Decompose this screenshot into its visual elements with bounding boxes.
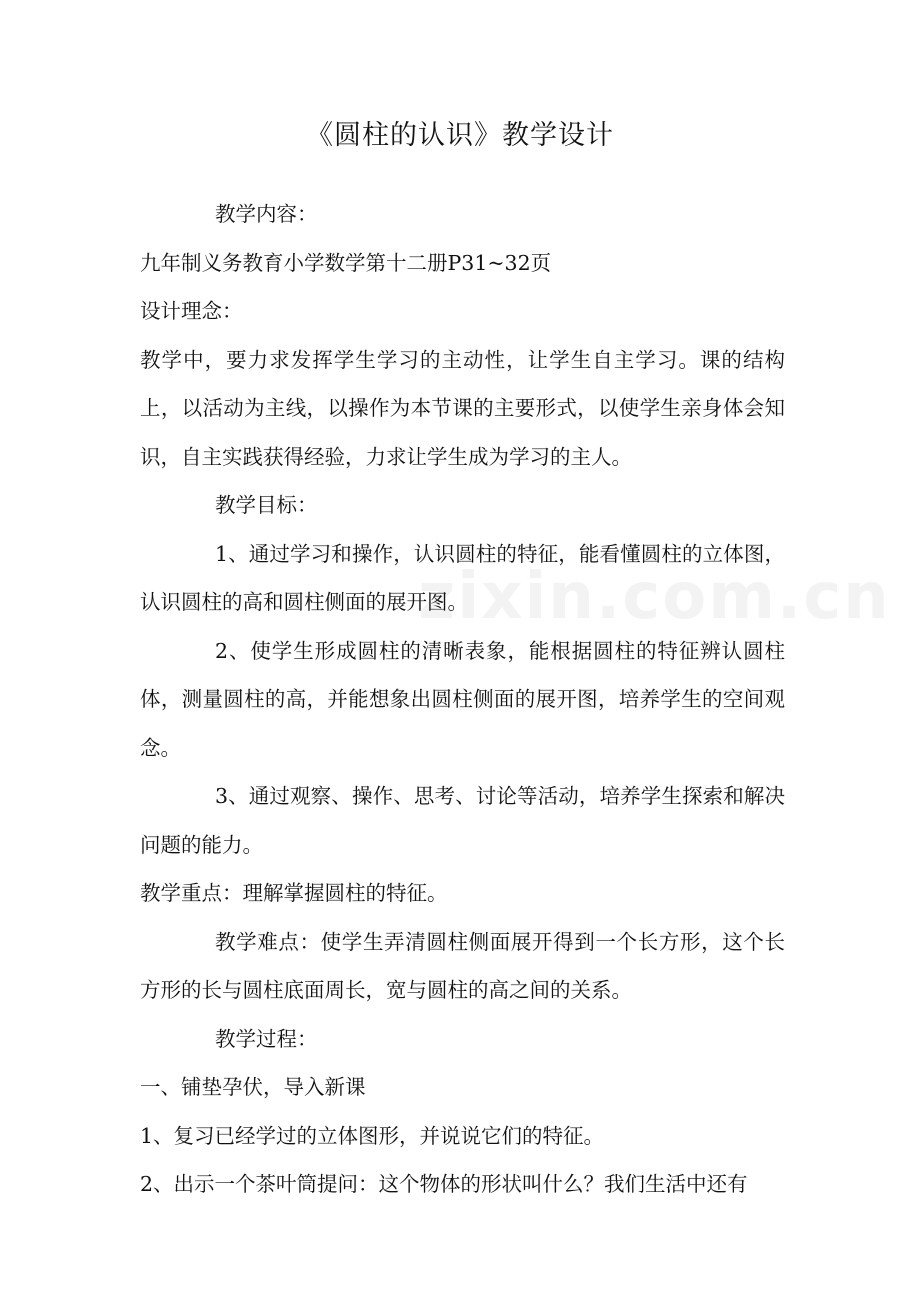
- paragraph-difficult-point: 教学难点：使学生弄清圆柱侧面展开得到一个长方形，这个长方形的长与圆柱底面周长，宽与圆柱的高之间的关系。: [140, 929, 785, 1002]
- heading-design-concept: 设计理念：: [140, 299, 243, 323]
- paragraph-goal-2: 2、使学生形成圆柱的清晰表象，能根据圆柱的特征辨认圆柱体，测量圆柱的高，并能想象出圆柱侧面的展开图，培养学生的空间观念。: [140, 638, 785, 760]
- document-body: [140, 190, 785, 1209]
- heading-section-1: 一、铺垫孕伏，导入新课: [140, 1075, 366, 1099]
- watermark: zixin.com.cn: [418, 560, 891, 634]
- heading-teaching-content: 教学内容：: [215, 202, 318, 226]
- paragraph-step-1: 1、复习已经学过的立体图形，并说说它们的特征。: [140, 1123, 605, 1148]
- document-title: 《圆柱的认识》教学设计: [306, 120, 614, 151]
- paragraph-goal-3: 3、通过观察、操作、思考、讨论等活动，培养学生探索和解决问题的能力。: [140, 784, 785, 857]
- paragraph-step-2: 2、出示一个茶叶筒提问：这个物体的形状叫什么？我们生活中还有: [140, 1172, 748, 1196]
- heading-teaching-process: 教学过程：: [215, 1026, 318, 1051]
- heading-teaching-goals: 教学目标：: [215, 493, 318, 517]
- paragraph-design-concept: 教学中，要力求发挥学生学习的主动性，让学生自主学习。课的结构上，以活动为主线，以操作为本节课的主要形式，以使学生亲身体会知识，自主实践获得经验，力求让学生成为学习的主人。: [140, 347, 785, 469]
- paragraph-textbook-reference: 九年制义务教育小学数学第十二册P31~32页: [140, 250, 552, 275]
- paragraph-goal-1: 1、通过学习和操作，认识圆柱的特征，能看懂圆柱的立体图，认识圆柱的高和圆柱侧面的展开图。: [140, 541, 785, 614]
- paragraph-key-point: 教学重点：理解掌握圆柱的特征。: [140, 881, 448, 905]
